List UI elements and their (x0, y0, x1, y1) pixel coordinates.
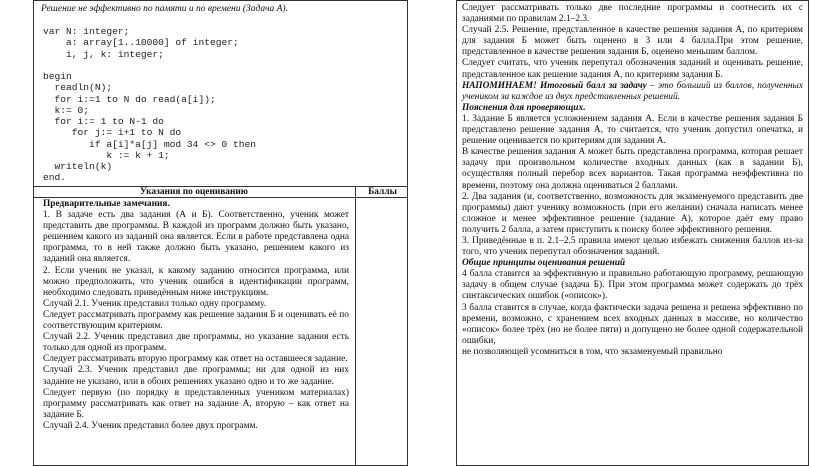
case-2-2: Случай 2.2. Ученик представил две программы, но указание задания есть только для одной из программ. (43, 332, 349, 354)
score-3-criteria: 3 балла ставится в случае, когда фактически задача решена и решена эффективно по времени, возможно, с хранением всех входных данных в массиве, но количество «описок» более трёх (но не более пяти) и допущено не более одной содержательной ошибки, (462, 302, 803, 346)
reminder (462, 81, 803, 103)
code-line: k := k + 1; (106, 149, 170, 161)
grading-table-header (33, 186, 408, 198)
code-line: var N: integer; (43, 26, 130, 37)
case-2-4: Случай 2.4. Ученик представил более двух программ. (43, 420, 258, 431)
case-2-5-rule: Следует считать, что ученик перепутал обозначения заданий и оценивать решение, представленное как решение задания А, по критериям задания Б. (462, 58, 803, 80)
right-page (456, 0, 809, 466)
code-line: for i:=1 to N do read(a[i]); (54, 93, 216, 105)
left-page (33, 0, 408, 466)
score-3-criteria-cont: не позволяющей усомниться в том, что экзаменуемый правильно (462, 346, 723, 357)
case-2-3-rule: Следует первую (по порядку в представленных учеником материалах) программу рассматривать как ответ на задание А, вторую – как ответ на задание Б. (43, 387, 349, 420)
explanation-1: 1. Задание Б является усложнением задания А. Если в качестве решения задания Б представлено решение задания А, то считается, что ученик допустил опечатка, и решение оценивается по критериям для задания А. (462, 113, 803, 147)
case-2-2-rule: Следует рассматривать вторую программу как ответ на оставшееся задание. (43, 354, 348, 365)
code-line: writeln(k) (54, 161, 113, 172)
code-line: end. (43, 172, 67, 184)
explanation-1-cont: В качестве решения задания А может быть представлена программа, которая решает задачу при произвольном количестве входных данных (как в задании Б), осуществляя полный перебор всех вариантов. Такая программа неэффективна по времени, поэтому она должна оцениваться 2 баллами. (462, 147, 803, 191)
case-2-3: Случай 2.3. Ученик представил две программы; ни для одной из них задание не указано, или в обоих решениях указано одно и то же задание. (43, 365, 349, 387)
general-principles-heading: Общие принципы оценивания решений (462, 258, 626, 269)
case-2-1: Случай 2.1. Ученик представил только одну программу. (43, 298, 267, 309)
code-line: begin (43, 71, 72, 82)
grading-guidelines-continued (462, 3, 803, 358)
table-column-divider (355, 198, 356, 466)
code-line: k:= 0; (54, 104, 90, 116)
remark-1: 1. В задаче есть два задания (А и Б). Соответственно, ученик может представить две программы. В каждой из программ должно быть указано, решением какого из заданий она является. Если в работе представлена одна программа, то в ней также должно быть указано, решением какого из заданий она является. (43, 210, 349, 265)
grading-guidelines-text (43, 199, 349, 432)
case-2-1-rule: Следует рассматривать программу как решение задания Б и оценивать её по соответствующим критериям. (43, 309, 349, 332)
code-line: a: array[1..10000] of integer; (66, 37, 239, 49)
code-line: for i:= 1 to N-1 do (54, 116, 164, 127)
code-line: i, j, k: integer; (66, 48, 164, 60)
score-4-criteria: 4 балла ставится за эффективную и правильно работающую программу, решающую задачу в общем случае (задача Б). При этом программа может содержать до трёх синтаксических ошибок («описок»). (462, 269, 803, 302)
code-line: for j:= i+1 to N do (71, 127, 182, 139)
reminder-rest: – это бо́льший из баллов, полученных учеником за каждое из двух представленных решений. (462, 80, 804, 102)
remark-2: 2. Если ученик не указал, к какому заданию относится программа, или можно предположить, что ученик ошибся в идентификации программ, необходимо следовать приведённым ниже инструкциям. (43, 265, 349, 298)
pascal-code-block (43, 26, 256, 184)
header-points: Баллы (355, 187, 409, 197)
explanation-3: 3. Приведённые в п. 2.1–2.5 правила имеют целью избежать снижения баллов из-за того, что ученик перепутал обозначения заданий. (462, 235, 803, 258)
explanations-heading: Пояснения для проверяющих. (462, 102, 586, 113)
case-2-5: Случай 2.5. Решение, представленное в качестве решения задания А, по критериям для задания Б может быть оценено в 3 или 4 балла.При этом решение, представленное в качестве решения задания Б, оценено меньшим баллом. (462, 25, 803, 58)
explanation-2: 2. Два задания (и, соответственно, возможность для экзаменуемого представить две программы) дают ученику возможность (при его желании) сначала написать менее сложное и менее эффективное решение (задание А), которое даёт ему право получить 2 балла, а затем приступить к поиску более эффективного решения. (462, 191, 803, 235)
case-2-4-rule: Следует рассматривать только две последние программы и соотнесить их с заданиями по правилам 2.1–2.3. (462, 3, 803, 25)
reminder-lead: НАПОМИНАЕМ! Итоговый балл за задачу (462, 80, 647, 91)
code-line: readln(N); (54, 82, 113, 94)
header-grading-guidelines: Указания по оцениванию (140, 187, 248, 197)
code-line: if a[i]*a[j] mod 34 <> 0 then (89, 138, 257, 150)
code-title: Решение не эффективно по памяти и по времени (Задача А). (41, 4, 288, 14)
preliminary-remarks-heading: Предварительные замечания. (43, 199, 170, 209)
